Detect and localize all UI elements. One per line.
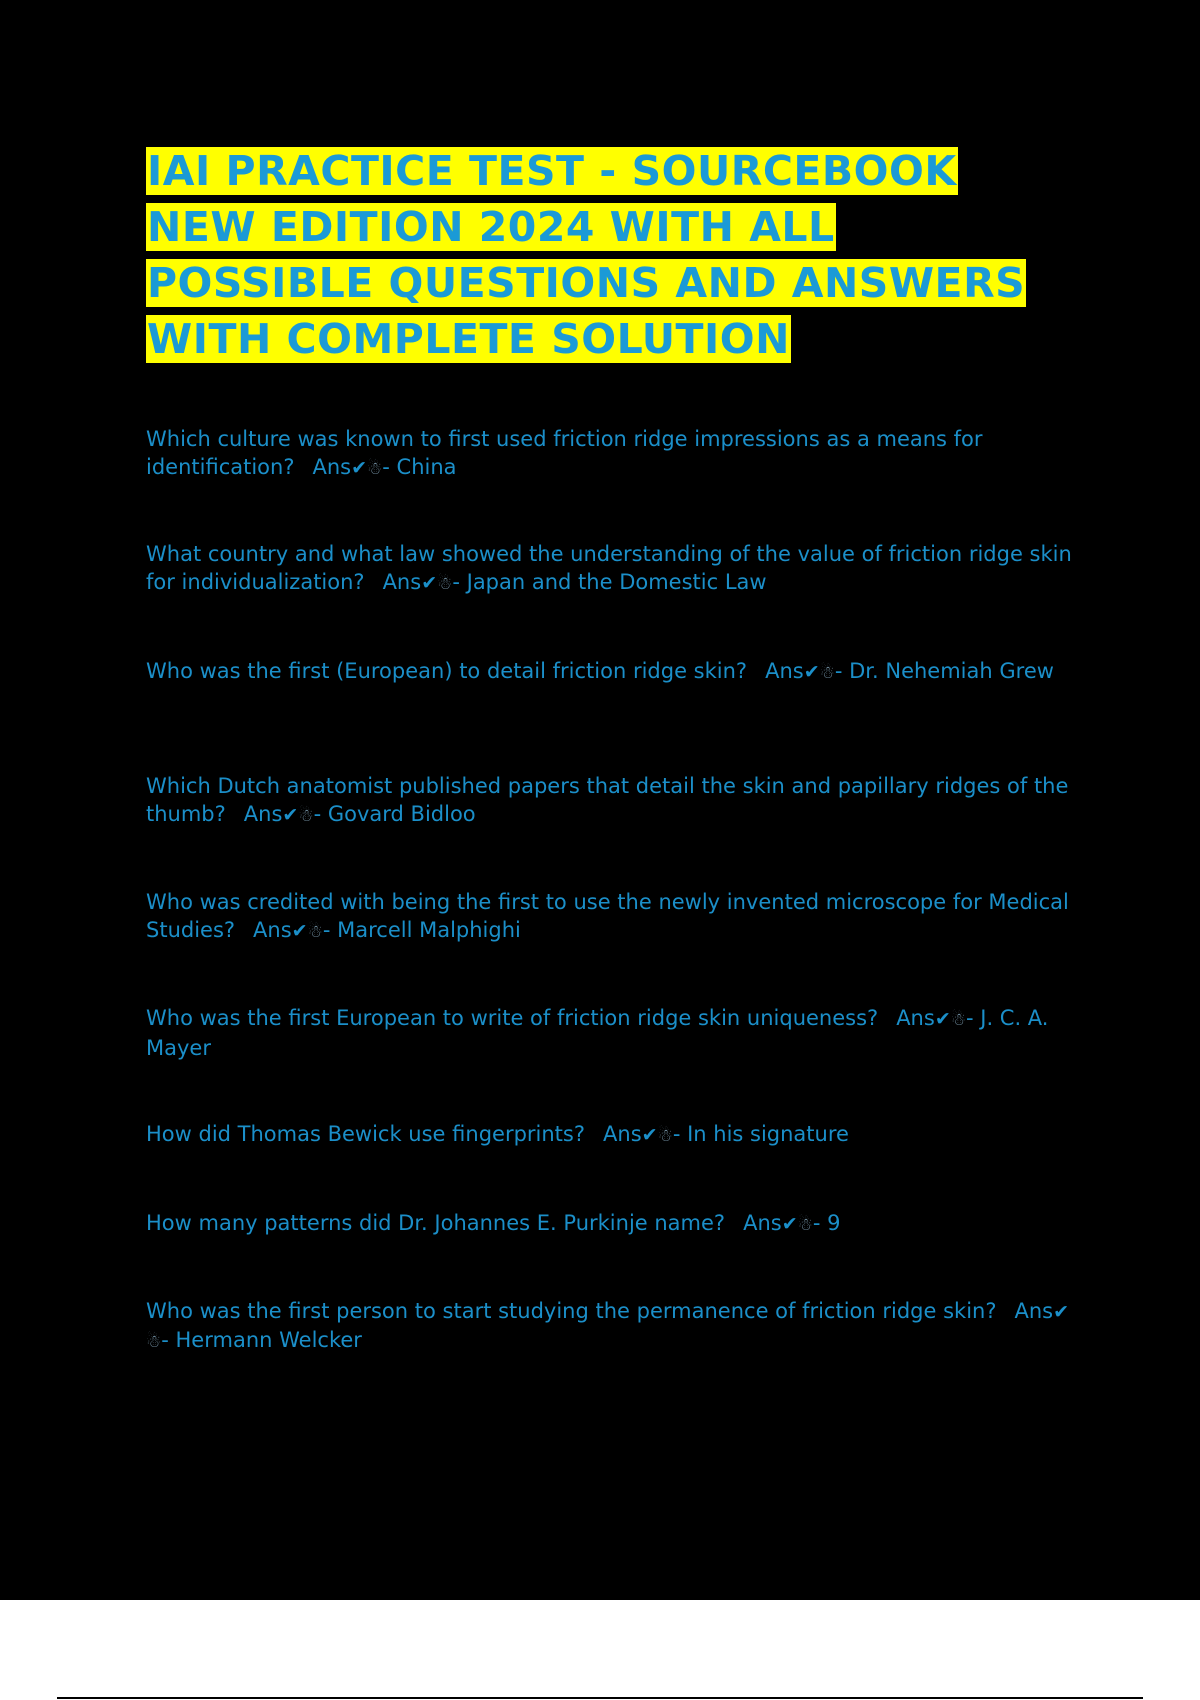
answer-text: Hermann Welcker (175, 1328, 362, 1352)
title-line: WITH COMPLETE SOLUTION (147, 315, 790, 363)
qa-item (146, 1297, 1086, 1356)
answer-prefix: Ans (603, 1122, 642, 1146)
qa-item (146, 772, 1086, 830)
checkmark-icon: ✔ (291, 920, 308, 942)
answer-dash: - (322, 918, 338, 942)
hand-icon: ☃ (657, 1126, 673, 1146)
answer-text: China (396, 455, 457, 479)
hand-icon: ☃ (367, 459, 383, 479)
answer-text: Dr. Nehemiah Grew (849, 659, 1054, 683)
qa-item (146, 425, 1086, 483)
answer-prefix: Ans (896, 1006, 935, 1030)
hand-icon: ☃ (437, 574, 453, 594)
hand-icon: ☃ (819, 663, 835, 683)
answer-dash: - (965, 1006, 981, 1030)
checkmark-icon: ✔ (1053, 1301, 1070, 1323)
qa-item (146, 1004, 1086, 1062)
question-text: Who was credited with being the first to use the newly invented microscope for Medical Studies? (146, 890, 1069, 942)
checkmark-icon: ✔ (641, 1124, 658, 1146)
answer-dash: - (672, 1122, 688, 1146)
hand-icon: ☃ (298, 806, 314, 826)
checkmark-icon: ✔ (803, 661, 820, 683)
title-line: NEW EDITION 2024 WITH ALL (147, 203, 835, 251)
hand-icon: ☃ (307, 922, 323, 942)
answer-dash: - (834, 659, 850, 683)
question-text: Which Dutch anatomist published papers that detail the skin and papillary ridges of the thumb? (146, 774, 1069, 826)
answer-prefix: Ans (253, 918, 292, 942)
bottom-divider (57, 1697, 1143, 1699)
qa-item (146, 540, 1086, 598)
checkmark-icon: ✔ (934, 1008, 951, 1030)
hand-icon: ☃ (950, 1010, 966, 1030)
answer-text: Govard Bidloo (327, 802, 476, 826)
document-title (146, 143, 1086, 367)
answer-dash: - (452, 570, 467, 594)
qa-item (146, 888, 1086, 946)
answer-text: 9 (827, 1211, 841, 1235)
answer-text: Japan and the Domestic Law (466, 570, 767, 594)
hand-icon: ☃ (146, 1332, 162, 1352)
qa-item (146, 657, 1086, 687)
answer-prefix: Ans (382, 570, 422, 594)
hand-icon: ☃ (797, 1215, 813, 1235)
qa-item (146, 1209, 1086, 1239)
answer-dash: - (382, 455, 397, 479)
answer-text: In his signature (687, 1122, 849, 1146)
title-line: POSSIBLE QUESTIONS AND ANSWERS (147, 259, 1026, 307)
answer-dash: - (313, 802, 328, 826)
checkmark-icon: ✔ (781, 1213, 798, 1235)
question-text: How did Thomas Bewick use fingerprints? (146, 1122, 586, 1146)
question-text: How many patterns did Dr. Johannes E. Purkinje name? (146, 1211, 726, 1235)
answer-prefix: Ans (743, 1211, 782, 1235)
question-text: Who was the first person to start studying the permanence of friction ridge skin? (146, 1299, 997, 1323)
qa-item (146, 1120, 1086, 1150)
answer-prefix: Ans (312, 455, 352, 479)
answer-text: J. C. A. Mayer (146, 1006, 1049, 1060)
checkmark-icon: ✔ (351, 457, 368, 479)
question-text: Who was the first (European) to detail friction ridge skin? (146, 659, 748, 683)
answer-text: Marcell Malphighi (337, 918, 521, 942)
checkmark-icon: ✔ (421, 572, 438, 594)
question-text: Which culture was known to first used friction ridge impressions as a means for identification? (146, 427, 983, 479)
checkmark-icon: ✔ (282, 804, 299, 826)
question-text: Who was the first European to write of friction ridge skin uniqueness? (146, 1006, 879, 1030)
answer-prefix: Ans (1014, 1299, 1054, 1323)
answer-prefix: Ans (765, 659, 804, 683)
question-text: What country and what law showed the understanding of the value of friction ridge skin for individualization? (146, 542, 1072, 594)
answer-prefix: Ans (243, 802, 283, 826)
title-line: IAI PRACTICE TEST - SOURCEBOOK (147, 147, 957, 195)
answer-dash: - (161, 1328, 176, 1352)
answer-dash: - (812, 1211, 828, 1235)
